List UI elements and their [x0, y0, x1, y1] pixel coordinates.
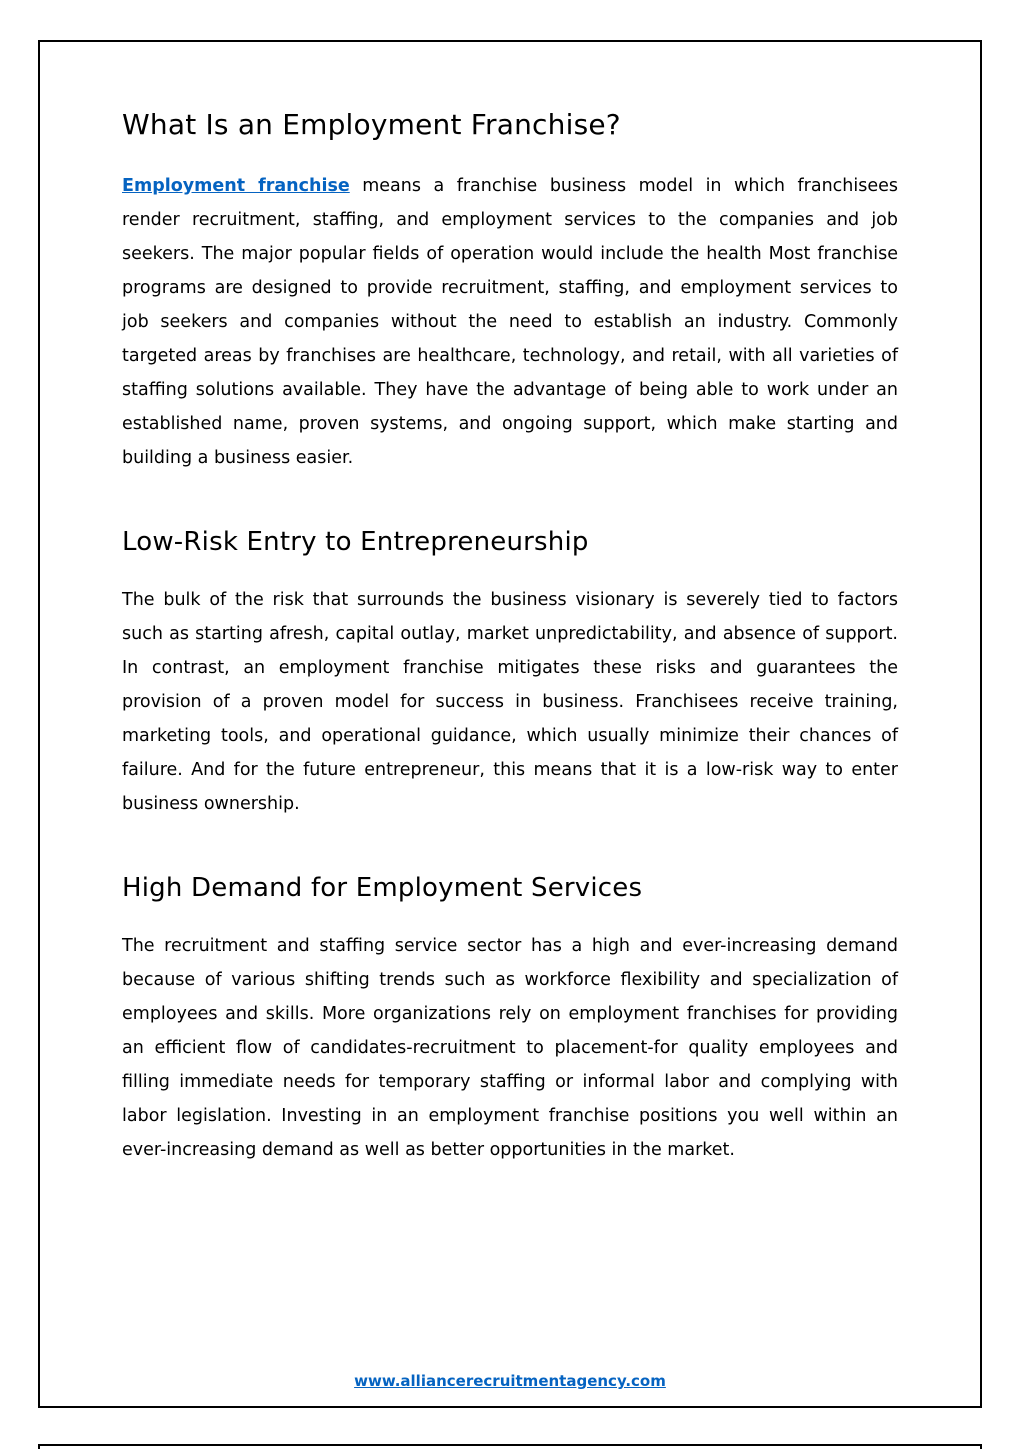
document-content	[40, 42, 980, 1167]
heading-low-risk-entry: Low-Risk Entry to Entrepreneurship	[122, 527, 589, 557]
next-page-border	[38, 1444, 982, 1449]
document-page	[38, 40, 982, 1408]
paragraph-low-risk: The bulk of the risk that surrounds the business visionary is severely tied to factors such as starting afresh, capital outlay, market unpredictability, and absence of support. In contrast, an employment franchise mitigates these risks and guarantees the provision of a proven model for success in business. Franchisees receive training, marketing tools, and operational guidance, which usually minimize their chances of failure. And for the future entrepreneur, this means that it is a low-risk way to enter business ownership.	[122, 590, 898, 814]
paragraph-intro	[122, 169, 898, 475]
heading-what-is-employment-franchise: What Is an Employment Franchise?	[122, 108, 621, 141]
paragraph-high-demand: The recruitment and staffing service sector has a high and ever-increasing demand because of various shifting trends such as workforce flexibility and specialization of employees and skills. More organizations rely on employment franchises for providing an efficient flow of candidates-recruitment to placement-for quality employees and filling immediate needs for temporary staffing or informal labor and complying with labor legislation. Investing in an employment franchise positions you well within an ever-increasing demand as well as better opportunities in the market.	[122, 936, 898, 1160]
footer	[40, 1371, 980, 1390]
heading-high-demand: High Demand for Employment Services	[122, 873, 643, 903]
footer-website-link[interactable]: www.alliancerecruitmentagency.com	[354, 1372, 666, 1390]
paragraph-intro-text: means a franchise business model in which franchisees render recruitment, staffing, and employment services to the companies and job seekers. The major popular fields of operation would include the health Most franchise programs are designed to provide recruitment, staffing, and employment services to job seekers and companies without the need to establish an industry. Commonly targeted areas by franchises are healthcare, technology, and retail, with all varieties of staffing solutions available. They have the advantage of being able to work under an established name, proven systems, and ongoing support, which make starting and building a business easier.	[122, 176, 899, 468]
employment-franchise-link[interactable]: Employment franchise	[122, 176, 350, 196]
